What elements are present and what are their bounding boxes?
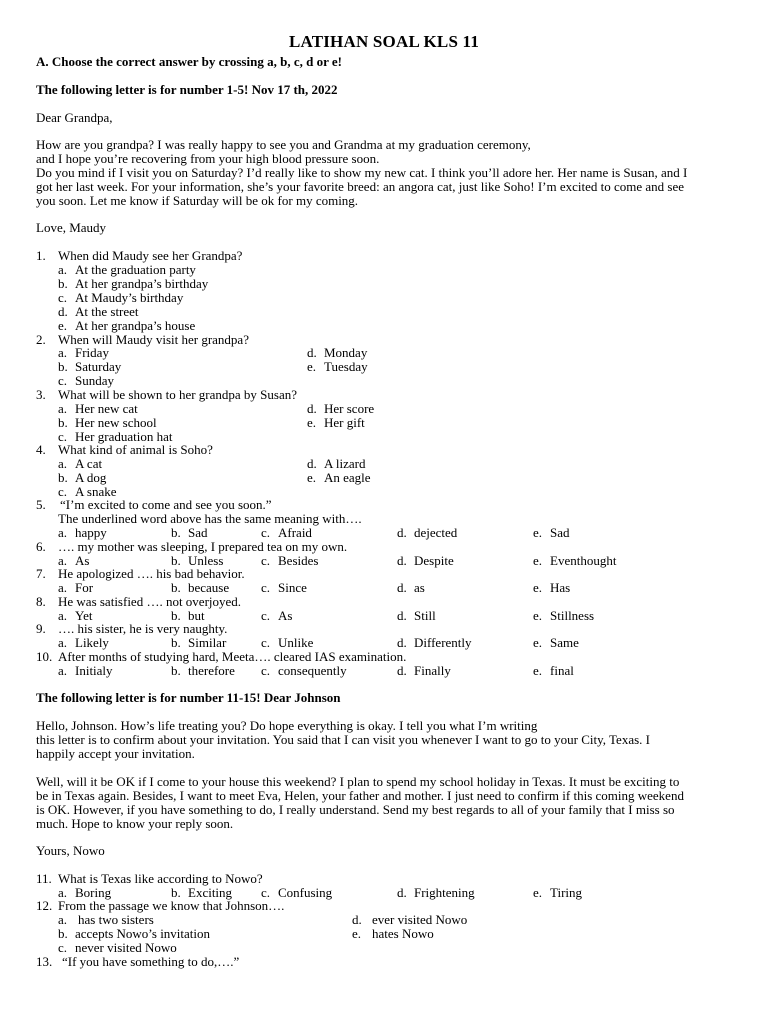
- option[interactable]: d. Frightening: [397, 885, 475, 900]
- option[interactable]: d. ever visited Nowo: [352, 912, 468, 927]
- question-number: 2.: [36, 332, 46, 347]
- option[interactable]: d. Still: [397, 608, 436, 623]
- option[interactable]: b. therefore: [171, 663, 235, 678]
- question-text: …. my mother was sleeping, I prepared tea on my own.: [58, 539, 348, 554]
- letter1-heading: The following letter is for number 1-5! Nov 17 th, 2022: [36, 82, 338, 97]
- letter2-closing: Yours, Nowo: [36, 843, 105, 858]
- option[interactable]: d. dejected: [397, 525, 458, 540]
- question-text: “If you have something to do,….”: [62, 954, 240, 969]
- letter1-body-line: Do you mind if I visit you on Saturday? I’d really like to show my new cat. I think you’ll adore her. Her name is Susan, and I: [36, 165, 688, 180]
- question-number: 9.: [36, 621, 46, 636]
- option[interactable]: a. Initialy: [58, 663, 113, 678]
- option[interactable]: b. Her new school: [58, 415, 157, 430]
- option[interactable]: d. Differently: [397, 635, 472, 650]
- letter1-body-line: How are you grandpa? I was really happy to see you and Grandma at my graduation ceremony,: [36, 137, 531, 152]
- option[interactable]: a. For: [58, 580, 94, 595]
- option[interactable]: b. accepts Nowo’s invitation: [58, 926, 211, 941]
- option[interactable]: b. Similar: [171, 635, 227, 650]
- option[interactable]: a. Likely: [58, 635, 109, 650]
- option[interactable]: a. Yet: [58, 608, 93, 623]
- letter2-body-line: Hello, Johnson. How’s life treating you? Do hope everything is okay. I tell you what I’m writing: [36, 718, 538, 733]
- option[interactable]: c. Unlike: [261, 635, 314, 650]
- question-text: When did Maudy see her Grandpa?: [58, 248, 243, 263]
- letter1-body-line: and I hope you’re recovering from your high blood pressure soon.: [36, 151, 380, 166]
- option[interactable]: a. has two sisters: [58, 912, 154, 927]
- option[interactable]: c. Her graduation hat: [58, 429, 173, 444]
- section-a-instruction: A. Choose the correct answer by crossing a, b, c, d or e!: [36, 54, 342, 69]
- question-text: …. his sister, he is very naughty.: [58, 621, 228, 636]
- letter2-body-line: this letter is to confirm about your invitation. You said that I can visit you whenever I want to go to your City, Texas. I: [36, 732, 650, 747]
- option[interactable]: a. As: [58, 553, 90, 568]
- letter2-body-line: happily accept your invitation.: [36, 746, 195, 761]
- page-title: LATIHAN SOAL KLS 11: [288, 32, 480, 51]
- option[interactable]: e. Sad: [533, 525, 570, 540]
- option[interactable]: e. Stillness: [533, 608, 595, 623]
- question-number: 11.: [36, 871, 52, 886]
- option[interactable]: e. Has: [533, 580, 571, 595]
- option[interactable]: e. Tuesday: [307, 359, 368, 374]
- option[interactable]: c. Confusing: [261, 885, 333, 900]
- option[interactable]: a. At the graduation party: [58, 262, 196, 277]
- question-text: He apologized …. his bad behavior.: [58, 566, 245, 581]
- option[interactable]: a. Friday: [58, 345, 109, 360]
- option[interactable]: d. A lizard: [307, 456, 366, 471]
- letter2-body-line: be in Texas again. Besides, I want to meet Eva, Helen, your father and mother. I just need to confirm if this coming weekend: [36, 788, 684, 803]
- question-number: 5.: [36, 497, 46, 512]
- question-quote: “I’m excited to come and see you soon.”: [60, 497, 272, 512]
- letter1-closing: Love, Maudy: [36, 220, 107, 235]
- option[interactable]: d. At the street: [58, 304, 139, 319]
- option[interactable]: b. At her grandpa’s birthday: [58, 276, 209, 291]
- question-number: 1.: [36, 248, 46, 263]
- question-text: What will be shown to her grandpa by Susan?: [58, 387, 298, 402]
- question-number: 6.: [36, 539, 46, 554]
- option[interactable]: e. At her grandpa’s house: [58, 318, 196, 333]
- option[interactable]: a. A cat: [58, 456, 103, 471]
- option[interactable]: d. Monday: [307, 345, 368, 360]
- option[interactable]: e. final: [533, 663, 574, 678]
- option[interactable]: b. but: [171, 608, 205, 623]
- option[interactable]: b. Sad: [171, 525, 208, 540]
- option[interactable]: c. consequently: [261, 663, 347, 678]
- option[interactable]: c. Afraid: [261, 525, 312, 540]
- question-number: 7.: [36, 566, 46, 581]
- option[interactable]: d. Finally: [397, 663, 451, 678]
- letter2-body-line: is OK. However, if you have something to do, I really understand. Send my best regards to all of your family that I miss so: [36, 802, 675, 817]
- option[interactable]: a. Boring: [58, 885, 112, 900]
- option[interactable]: d. Her score: [307, 401, 375, 416]
- option[interactable]: e. Same: [533, 635, 579, 650]
- letter1-body-line: got her last week. For your information, she’s your favorite breed: an angora cat, just like Soho! I’m excited to come and see: [36, 179, 685, 194]
- option[interactable]: b. because: [171, 580, 230, 595]
- option[interactable]: b. A dog: [58, 470, 107, 485]
- option[interactable]: c. Besides: [261, 553, 319, 568]
- letter1-greeting: Dear Grandpa,: [36, 110, 113, 125]
- option[interactable]: b. Exciting: [171, 885, 233, 900]
- letter2-body-line: Well, will it be OK if I come to your house this weekend? I plan to spend my school holiday in Texas. It must be exciting to: [36, 774, 680, 789]
- question-text: What is Texas like according to Nowo?: [58, 871, 263, 886]
- option[interactable]: c. As: [261, 608, 293, 623]
- option[interactable]: e. An eagle: [307, 470, 371, 485]
- question-text: He was satisfied …. not overjoyed.: [58, 594, 242, 609]
- option[interactable]: d. Despite: [397, 553, 454, 568]
- option[interactable]: e. Eventhought: [533, 553, 617, 568]
- option[interactable]: d. as: [397, 580, 425, 595]
- question-number: 8.: [36, 594, 46, 609]
- letter2-body-line: much. Hope to know your reply soon.: [36, 816, 234, 831]
- option[interactable]: b. Saturday: [58, 359, 122, 374]
- question-number: 4.: [36, 442, 46, 457]
- option[interactable]: c. Since: [261, 580, 307, 595]
- question-number: 3.: [36, 387, 46, 402]
- option[interactable]: c. A snake: [58, 484, 117, 499]
- option[interactable]: c. At Maudy’s birthday: [58, 290, 184, 305]
- option[interactable]: a. Her new cat: [58, 401, 138, 416]
- question-text: The underlined word above has the same meaning with….: [58, 511, 362, 526]
- option[interactable]: c. never visited Nowo: [58, 940, 177, 955]
- option[interactable]: c. Sunday: [58, 373, 114, 388]
- question-number: 12.: [36, 898, 53, 913]
- option[interactable]: e. Tiring: [533, 885, 583, 900]
- option[interactable]: b. Unless: [171, 553, 224, 568]
- option[interactable]: a. happy: [58, 525, 107, 540]
- letter2-heading: The following letter is for number 11-15! Dear Johnson: [36, 690, 341, 705]
- question-text: When will Maudy visit her grandpa?: [58, 332, 249, 347]
- option[interactable]: e. Her gift: [307, 415, 365, 430]
- question-number: 10.: [36, 649, 53, 664]
- letter1-body-line: you soon. Let me know if Saturday will be ok for my coming.: [36, 193, 359, 208]
- question-number: 13.: [36, 954, 53, 969]
- question-text: What kind of animal is Soho?: [58, 442, 213, 457]
- question-text: After months of studying hard, Meeta…. cleared IAS examination.: [58, 649, 407, 664]
- option[interactable]: e. hates Nowo: [352, 926, 434, 941]
- question-text: From the passage we know that Johnson….: [58, 898, 285, 913]
